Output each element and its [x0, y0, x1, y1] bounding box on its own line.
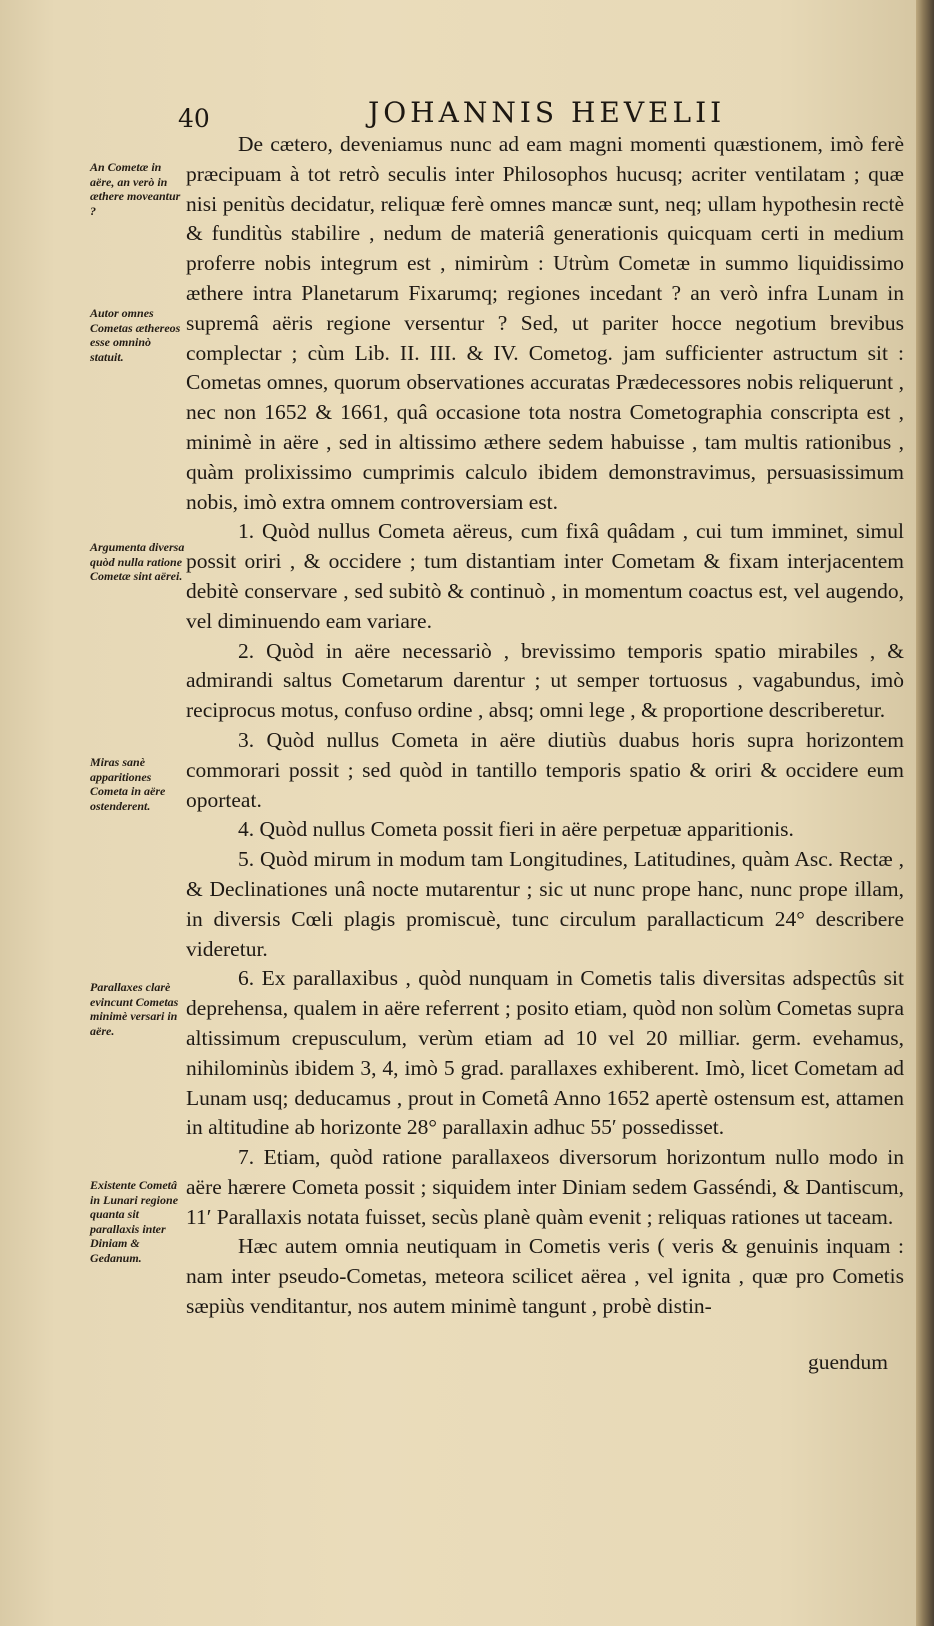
catchword: guendum [808, 1350, 889, 1374]
paragraph-conclusion: Hæc autem omnia neutiquam in Cometis veris ( veris & genuinis inquam : nam inter pseudo-Cometas, meteora scilicet aërea , vel ignita , quæ pro Cometis sæpiùs venditantur, nos autem minimè tangunt , probè distin- [186, 1234, 904, 1319]
paragraph-argument-7: 7. Etiam, quòd ratione parallaxeos diversorum horizontum nullo modo in aëre hærere Cometa possit ; siquidem inter Diniam sedem Gasséndi, & Dantiscum, 11′ Parallaxis notata fuisset, secùs planè quàm evenit ; reliquas rationes ut taceam. [186, 1145, 904, 1229]
page-number: 40 [178, 104, 210, 133]
paragraph-argument-3: 3. Quòd nullus Cometa in aëre diutiùs duabus horis supra horizontem commorari possit ; sed quòd in tantillo temporis spatio & oriri & occidere eum oporteat. [186, 727, 904, 812]
body-text [186, 130, 904, 1322]
paragraph-argument-6: 6. Ex parallaxibus , quòd nunquam in Cometis talis diversitas adspectûs sit deprehensa, qualem in aëre referrent ; posito etiam, quòd non solùm Cometas supra altissimum crepusculum, verùm etiam ad 10 vel 20 milliar. germ. evehamus, nihilominùs ibidem 3, 4, imò 5 grad. parallaxes exhiberent. Imò, licet Cometam ad Lunam usq; deducamus , prout in Cometâ Anno 1652 apertè ostensum est, attamen in altitudine ab horizonte 28° parallaxin adhuc 55′ possedisset. [186, 966, 904, 1140]
paragraph-argument-4: 4. Quòd nullus Cometa possit fieri in aëre perpetuæ apparitionis. [238, 817, 794, 842]
margin-note: Existente Cometâ in Lunari regione quanta sit parallaxis inter Diniam & Gedanum. [90, 1178, 179, 1265]
margin-note: Autor omnes Cometas æthereos esse omninò statuit. [90, 306, 181, 364]
paragraph-argument-5: 5. Quòd mirum in modum tam Longitudines, Latitudines, quàm Asc. Rectæ , & Declinationes unâ nocte mutarentur ; sic ut nunc prope hanc, nunc prope illam, in diversis Cœli plagis promiscuè, tunc circulum parallacticum 24° describere videretur. [186, 847, 904, 961]
paragraph-argument-1: 1. Quòd nullus Cometa aëreus, cum fixâ quâdam , cui tum imminet, simul possit oriri , & occidere ; tum distantiam inter Cometam & fixam interjacentem debitè conservare , sed subitò & continuò , in momentum coactus est, vel augendo, vel diminuendo eam variare. [186, 519, 904, 633]
running-head: JOHANNIS HEVELII [368, 96, 726, 129]
paragraph-argument-2: 2. Quòd in aëre necessariò , brevissimo temporis spatio mirabiles , & admirandi saltus Cometarum darentur ; ut semper tortuosus , vagabundus, imò reciprocus motus, confuso ordine , absq; omni lege , & proportione describeretur. [186, 638, 904, 723]
margin-note: Miras sanè apparitiones Cometa in aëre ostenderent. [90, 755, 166, 813]
margin-note: An Cometæ in aëre, an verò in æthere moveantur ? [90, 160, 181, 218]
page-edge [916, 0, 934, 1626]
margin-note: Parallaxes clarè evincunt Cometas minimè versari in aëre. [90, 980, 179, 1038]
margin-note: Argumenta diversa quòd nulla ratione Cometæ sint aërei. [90, 540, 185, 583]
paragraph-intro: De cætero, deveniamus nunc ad eam magni momenti quæstionem, imò ferè præcipuam à tot retrò seculis inter Philosophos hucusq; acriter ventilatam ; quæ nisi penitùs decidatur, reliquæ ferè omnes mancæ sunt, neq; ullam hypothesin rectè & funditùs stabilire , nedum de materiâ generationis quicquam certi in medium proferre nobis integrum est , nimirùm : Utrùm Cometæ in summo liquidissimo æthere intra Planetarum Fixarumq; regiones incedant ? an verò infra Lunam in supremâ aëris regione versentur ? Sed, ut pariter hocce negotium brevibus complectar ; cùm Lib. II. III. & IV. Cometog. jam sufficienter astructum sit : Cometas omnes, quorum observationes accuratas Prædecessores nobis reliquerunt , nec non 1652 & 1661, quâ occasione tota nostra Cometographia conscripta est , minimè in aëre , sed in altissimo æthere sedem habuisse , tam multis rationibus , quàm prolixissimo cumprimis calculo ibidem demonstravimus, persuasissimum nobis, imò extra omnem controversiam est. [186, 132, 904, 514]
